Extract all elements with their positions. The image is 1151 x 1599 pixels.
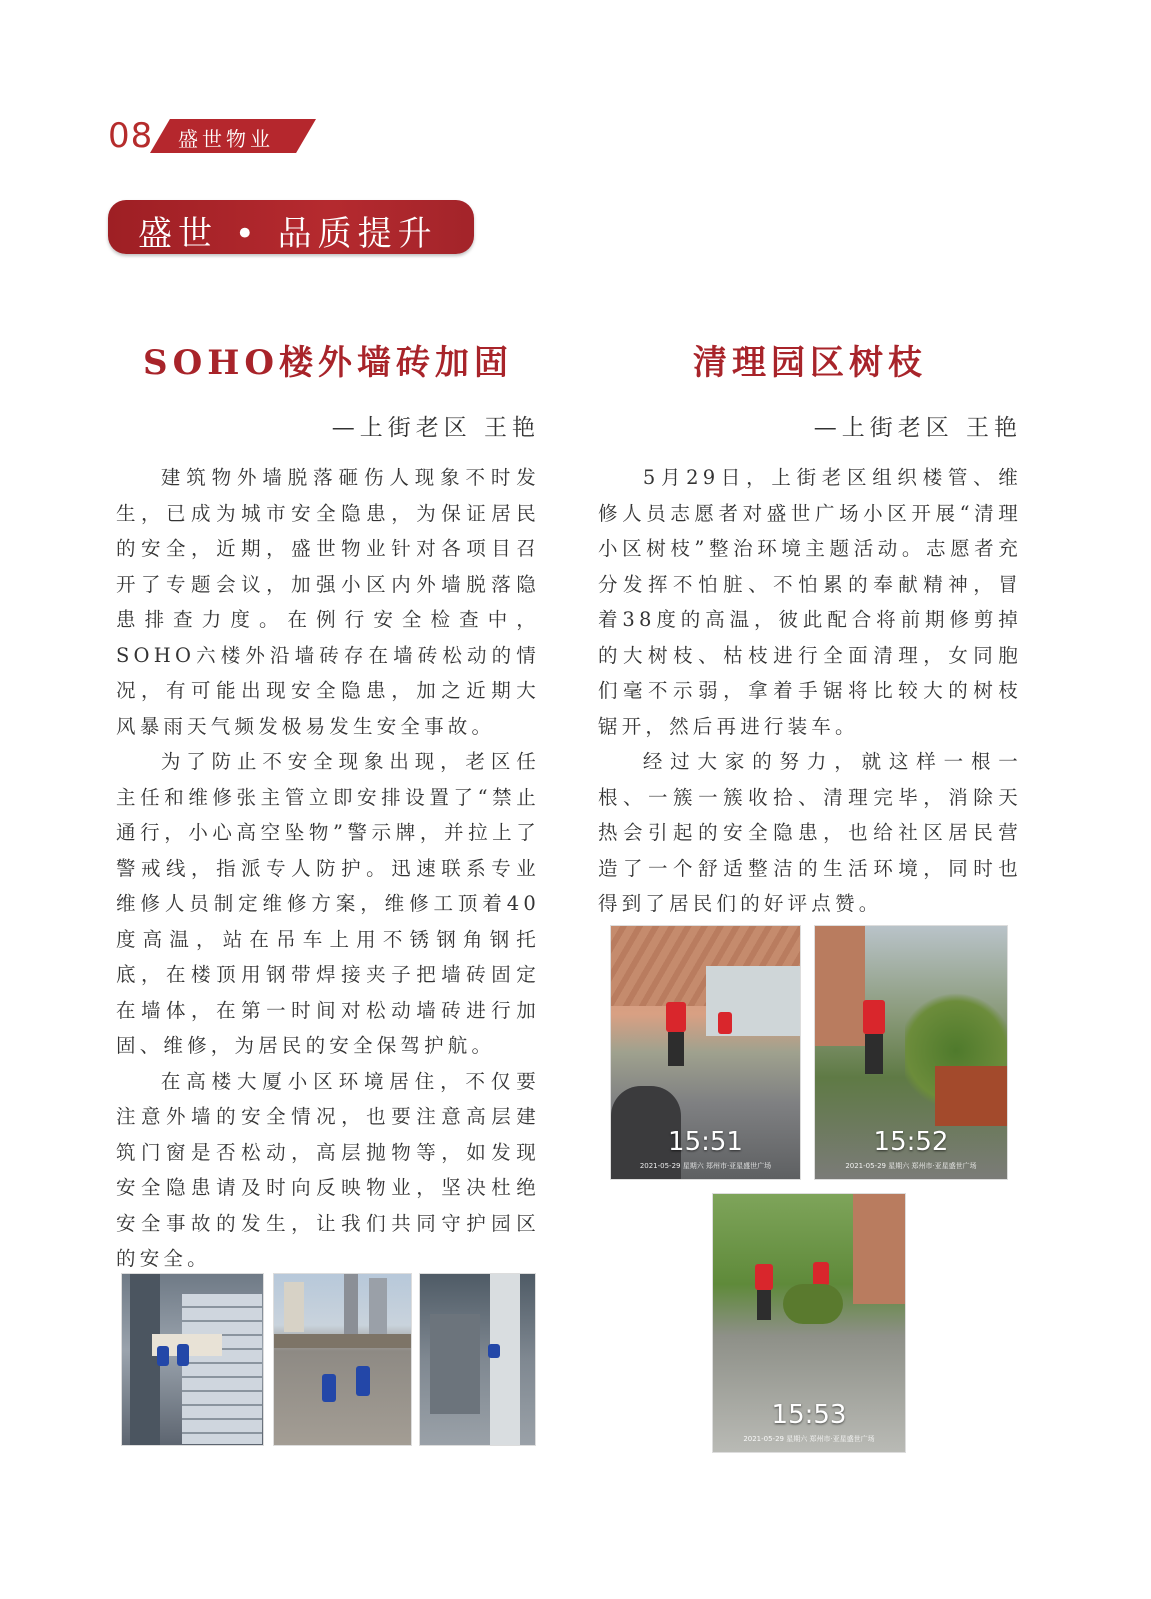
right-article-paragraph: 经过大家的努力，就这样一根一根、一簇一簇收拾、清理完毕，消除天热会引起的安全隐患，也给社区居民营造了一个舒适整洁的生活环境，同时也得到了居民们的好评点赞。: [598, 750, 1022, 915]
rooftop-work-photo: [273, 1273, 412, 1446]
left-article-byline: —上街老区 王艳: [331, 415, 540, 441]
right-article-byline: —上街老区 王艳: [813, 415, 1022, 441]
branch-cleanup-photo-2: [814, 925, 1008, 1180]
photo-caption: 2021-05-29 星期六 郑州市·亚星盛世广场: [845, 1162, 977, 1170]
facade-repair-photo: [121, 1273, 264, 1446]
branch-cleanup-photo-3: [712, 1193, 906, 1453]
branch-cleanup-photo-1: [610, 925, 801, 1180]
section-banner-title: 盛世 • 品质提升: [138, 214, 438, 254]
section-tab: [150, 119, 316, 153]
photo-timestamp: 15:53: [771, 1400, 847, 1430]
left-article-paragraph: 在高楼大厦小区环境居住，不仅要注意外墙的安全情况，也要注意高层建筑门窗是否松动，高层抛物等，如发现安全隐患请及时向反映物业，坚决杜绝安全事故的发生，让我们共同守护园区的安全。: [116, 1069, 540, 1270]
left-article: [116, 340, 540, 1277]
right-article-paragraph: 5月29日，上街老区组织楼管、维修人员志愿者对盛世广场小区开展“清理小区树枝”整治环境主题活动。志愿者充分发挥不怕脏、不怕累的奉献精神，冒着38度的高温，彼此配合将前期修剪掉的大树枝、枯枝进行全面清理，女同胞们毫不示弱，拿着手锯将比较大的树枝锯开，然后再进行装车。: [598, 466, 1022, 738]
photo-timestamp: 15:52: [873, 1127, 949, 1157]
photo-caption: 2021-05-29 星期六 郑州市·亚星盛世广场: [743, 1435, 875, 1443]
section-banner: [108, 200, 474, 254]
wall-bracket-photo: [419, 1273, 536, 1446]
right-article-title: 清理园区树枝: [693, 343, 927, 383]
photo-caption: 2021-05-29 星期六 郑州市·亚星盛世广场: [639, 1162, 772, 1170]
left-article-paragraph: 为了防止不安全现象出现，老区任主任和维修张主管立即安排设置了“禁止通行，小心高空坠物”警示牌，并拉上了警戒线，指派专人防护。迅速联系专业维修人员制定维修方案，维修工顶着40度高温，站在吊车上用不锈钢角钢托底，在楼顶用钢带焊接夹子把墙砖固定在墙体，在第一时间对松动墙砖进行加固、维修，为居民的安全保驾护航。: [116, 750, 540, 1057]
page-number: 08: [108, 116, 154, 156]
section-tab-label: 盛世物业: [178, 127, 274, 151]
photo-timestamp: 15:51: [668, 1127, 743, 1157]
right-article: [598, 340, 1022, 922]
left-article-paragraph: 建筑物外墙脱落砸伤人现象不时发生，已成为城市安全隐患，为保证居民的安全，近期，盛世物业针对各项目召开了专题会议，加强小区内外墙脱落隐患排查力度。在例行安全检查中，SOHO六楼外沿墙砖存在墙砖松动的情况，有可能出现安全隐患，加之近期大风暴雨天气频发极易发生安全事故。: [116, 466, 540, 738]
left-article-title: SOHO楼外墙砖加固: [143, 343, 513, 383]
